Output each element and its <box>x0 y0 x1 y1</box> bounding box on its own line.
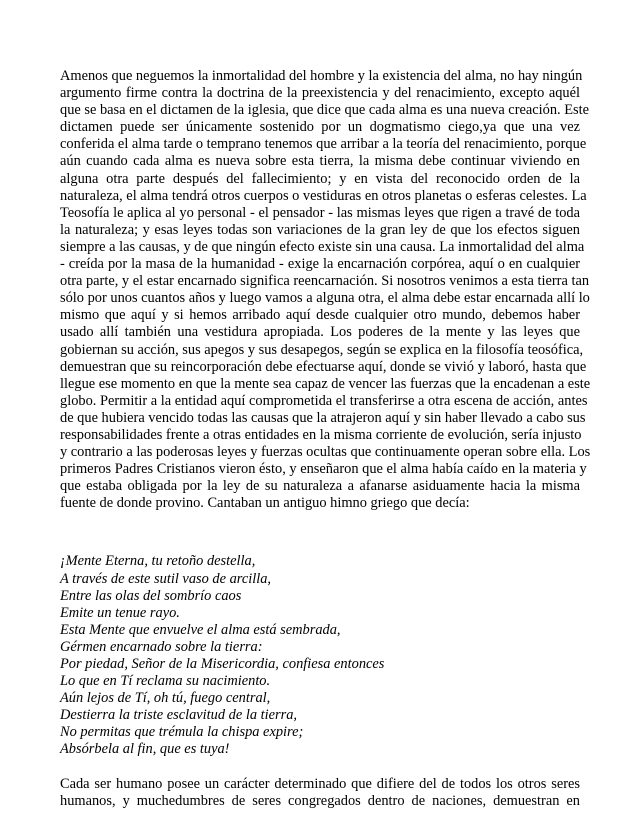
text-line: - creída por la masa de la humanidad - exige la encarnación corpórea, aquí o en cualquier <box>60 256 580 273</box>
text-line: siempre a las causas, y de que ningún efecto existe sin una causa. La inmortalidad del alma <box>60 238 585 255</box>
text-line: usado allí también una vestidura apropiada. Los poderes de la mente y las leyes que <box>60 324 580 341</box>
text-line: humanos, y muchedumbres de seres congregados dentro de naciones, demuestran en <box>60 792 580 809</box>
poem-line: Destierra la triste esclavitud de la tierra, <box>60 707 298 724</box>
text-line: la naturaleza; y esas leyes todas son variaciones de la gran ley de que los efectos siguen <box>60 221 580 238</box>
text-line: dictamen puede ser únicamente sostenido por un dogmatismo ciego,ya que una vez <box>60 119 580 136</box>
text-line: argumento firme contra la doctrina de la preexistencia y del renacimiento, excepto aquél <box>60 85 580 102</box>
text-line: conferida el alma tarde o temprano tenemos que arribar a la teoría del renacimiento, porque <box>60 136 587 153</box>
text-line: que se basa en el dictamen de la iglesia, que dice que cada alma es una nueva creación. Este <box>60 102 590 119</box>
text-line: y contrario a las poderosas leyes y fuerzas ocultas que continuamente operan sobre ella. Los <box>60 444 591 461</box>
text-line: Teosofía le aplica al yo personal - el pensador - las mismas leyes que rigen a travé de toda <box>60 204 580 221</box>
poem-line: A través de este sutil vaso de arcilla, <box>60 570 272 587</box>
text-line: responsabilidades frente a otras entidades en la misma corriente de evolución, sería injusto <box>60 426 582 443</box>
text-line: Cada ser humano posee un carácter determinado que difiere del de todos los otros seres <box>60 775 580 792</box>
text-line: primeros Padres Cristianos vieron ésto, y enseñaron que el alma había caído en la materia y <box>60 461 587 478</box>
text-line: Amenos que neguemos la inmortalidad del hombre y la existencia del alma, no hay ningún <box>60 68 583 84</box>
text-line: alguna otra parte después del fallecimiento; y en vista del reconocido orden de la <box>60 170 580 187</box>
text-line: aún cuando cada alma es nueva sobre esta tierra, la misma debe continuar viviendo en <box>60 153 580 170</box>
text-line: globo. Permitir a la entidad aquí comprometida el transferirse a otra escena de acción, antes <box>60 392 588 409</box>
body-paragraph-1 <box>60 68 591 512</box>
poem-line: Por piedad, Señor de la Misericordia, confiesa entonces <box>60 656 385 672</box>
text-line: sólo por unos cuantos años y luego vamos a alguna otra, el alma debe estar encarnada allí lo <box>60 290 590 307</box>
text-line: demuestran que su reincorporación debe efectuarse aquí, donde se vivió y laboró, hasta que <box>60 358 587 375</box>
document-page <box>60 68 591 810</box>
text-line: de que hubiera vencido todas las causas que la atrajeron aquí y sin haber llevado a cabo sus <box>60 409 586 426</box>
text-line: naturaleza, el alma tendrá otros cuerpos o vestiduras en otros planetas o esferas celestes. La <box>60 187 587 204</box>
text-line: gobiernan su acción, sus apegos y sus desapegos, según se explica en la filosofía teosófica, <box>60 341 584 358</box>
poem-line: Entre las olas del sombrío caos <box>60 587 242 604</box>
poem-line: Aún lejos de Tí, oh tú, fuego central, <box>60 690 271 707</box>
text-line: otra parte, y el estar encarnado significa reencarnación. Si nosotros venimos a esta tierra tan <box>60 273 590 290</box>
body-paragraph-2 <box>60 776 580 810</box>
poem-line: ¡Mente Eterna, tu retoño destella, <box>60 553 256 570</box>
text-line: fuente de donde provino. Cantaban un antiguo himno griego que decía: <box>60 495 470 512</box>
poem-verse <box>60 553 580 758</box>
poem-line: Absórbela al fin, que es tuya! <box>60 741 230 758</box>
text-line: llegue ese momento en que la mente sea capaz de vencer las fuerzas que la encadenan a este <box>60 375 591 392</box>
poem-line: Gérmen encarnado sobre la tierra: <box>60 638 263 655</box>
poem-line: No permitas que trémula la chispa expire; <box>60 724 304 741</box>
poem-line: Esta Mente que envuelve el alma está sembrada, <box>60 621 341 638</box>
text-line: mismo que aquí y si hemos arribado aquí desde cualquier otro mundo, debemos haber <box>60 307 580 324</box>
poem-line: Lo que en Tí reclama su nacimiento. <box>60 673 271 690</box>
poem-line: Emite un tenue rayo. <box>60 604 180 621</box>
text-line: que estaba obligada por la ley de su naturaleza a afanarse asiduamente hacia la misma <box>60 478 580 495</box>
